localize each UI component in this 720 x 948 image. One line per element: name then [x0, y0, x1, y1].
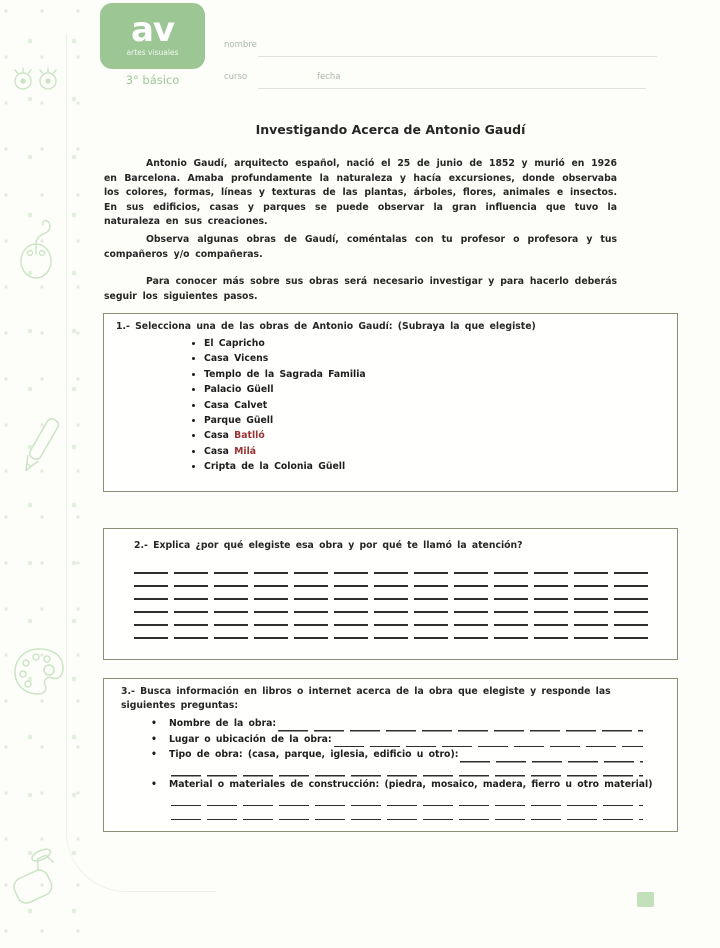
section-1-box: [103, 313, 678, 492]
work-item: [204, 367, 677, 382]
works-list: [104, 336, 677, 475]
bullet-icon: •: [151, 778, 157, 790]
section-2-box: [103, 528, 678, 660]
work-item: [204, 413, 677, 428]
work-item-label: Palacio Güell: [204, 384, 274, 396]
question-label: Lugar o ubicación de la obra:: [169, 733, 332, 745]
intro-paragraph: Antonio Gaudí, arquitecto español, nació el 25 de junio de 1852 y murió en 1926 en Barcelona. Amaba profundamente la naturaleza y hacía excursiones, donde observaba los colores, formas, líneas y texturas de las plantas, árboles, flores, animales e insectos. En sus edificios, casas y parques se puede observar la gran influencia que tuvo la naturaleza en sus creaciones.: [104, 158, 617, 228]
question-block: [151, 777, 653, 821]
work-item-label: Cripta de la Colonia Güell: [204, 461, 346, 473]
subject-logo-badge: [100, 3, 205, 69]
work-item-label: Casa: [204, 430, 235, 442]
section-1-heading: 1.- Selecciona una de las obras de Antonio Gaudí: (Subraya la que elegiste): [116, 321, 536, 332]
question-label: Material o materiales de construcción: (piedra, mosaico, madera, fierro u otro material): [169, 778, 653, 790]
course-date-field-line: [258, 88, 646, 89]
answer-line: [134, 561, 649, 574]
palette-icon: [10, 643, 68, 701]
question-row: [151, 732, 643, 748]
pencil-icon: [16, 408, 64, 480]
answer-line: [171, 792, 643, 806]
name-field-line: [258, 56, 657, 57]
answer-line: [134, 574, 649, 587]
name-field-label: nombre: [224, 40, 257, 50]
answer-lines-area: [134, 561, 649, 639]
observe-paragraph: Observa algunas obras de Gaudí, coméntalas con tu profesor o profesora y tus compañeros y/o compañeras.: [104, 234, 617, 260]
question-label: Nombre de la obra:: [169, 718, 277, 729]
logo-text: av: [130, 10, 175, 50]
bullet-icon: •: [151, 749, 157, 760]
question-row: [151, 747, 643, 763]
bullet-icon: •: [151, 733, 157, 745]
question-block: [151, 747, 643, 777]
questions-list: [151, 716, 653, 820]
instructions-paragraph: Para conocer más sobre sus obras será necesario investigar y para hacerlo deberás seguir los siguientes pasos.: [104, 276, 617, 302]
work-item-label: El Capricho: [204, 338, 265, 349]
computer-mouse-icon: [14, 216, 64, 282]
work-item: [204, 428, 677, 443]
answer-blank: [460, 753, 643, 763]
section-2-heading: 2.- Explica ¿por qué elegiste esa obra y por qué te llamó la atención?: [134, 540, 523, 551]
answer-blank: [278, 722, 643, 732]
worksheet-title: Investigando Acerca de Antonio Gaudí: [255, 122, 526, 137]
answer-line: [134, 626, 649, 639]
question-row: [151, 716, 643, 732]
question-row: [151, 777, 653, 793]
logo-subtitle: artes visuales: [126, 48, 179, 57]
work-item-label: Templo de la Sagrada Familia: [204, 368, 366, 380]
page-number-badge: [637, 892, 654, 907]
work-item-label: Parque Güell: [204, 415, 274, 427]
grade-label: 3° básico: [125, 73, 180, 87]
work-item: [204, 444, 677, 459]
work-item-red-label: Batlló: [234, 430, 265, 442]
paint-tube-icon: [4, 848, 72, 910]
work-item: [204, 459, 677, 474]
date-field-label: fecha: [317, 72, 341, 82]
work-item-red-label: Milá: [234, 445, 257, 457]
answer-line: [171, 806, 643, 820]
answer-line: [134, 613, 649, 626]
question-label: Tipo de obra: (casa, parque, iglesia, edificio u otro):: [169, 749, 459, 760]
answer-line: [134, 587, 649, 600]
answer-line: [134, 600, 649, 613]
question-block: [151, 732, 643, 748]
work-item-label: Casa Calvet: [204, 399, 268, 411]
eyes-icon: [10, 62, 62, 94]
work-item-label: Casa: [204, 445, 235, 457]
work-item-label: Casa Vicens: [204, 353, 269, 365]
work-item: [204, 398, 677, 413]
section-3-heading: 3.- Busca información en libros o internet acerca de la obra que elegiste y responde las siguientes preguntas:: [121, 686, 611, 711]
answer-blank: [334, 737, 643, 747]
course-field-label: curso: [224, 72, 248, 82]
bullet-icon: •: [151, 718, 157, 729]
answer-line: [171, 763, 643, 777]
question-block: [151, 716, 643, 732]
section-3-box: [103, 678, 678, 832]
work-item: [204, 382, 677, 397]
work-item: [204, 336, 677, 351]
work-item: [204, 351, 677, 366]
